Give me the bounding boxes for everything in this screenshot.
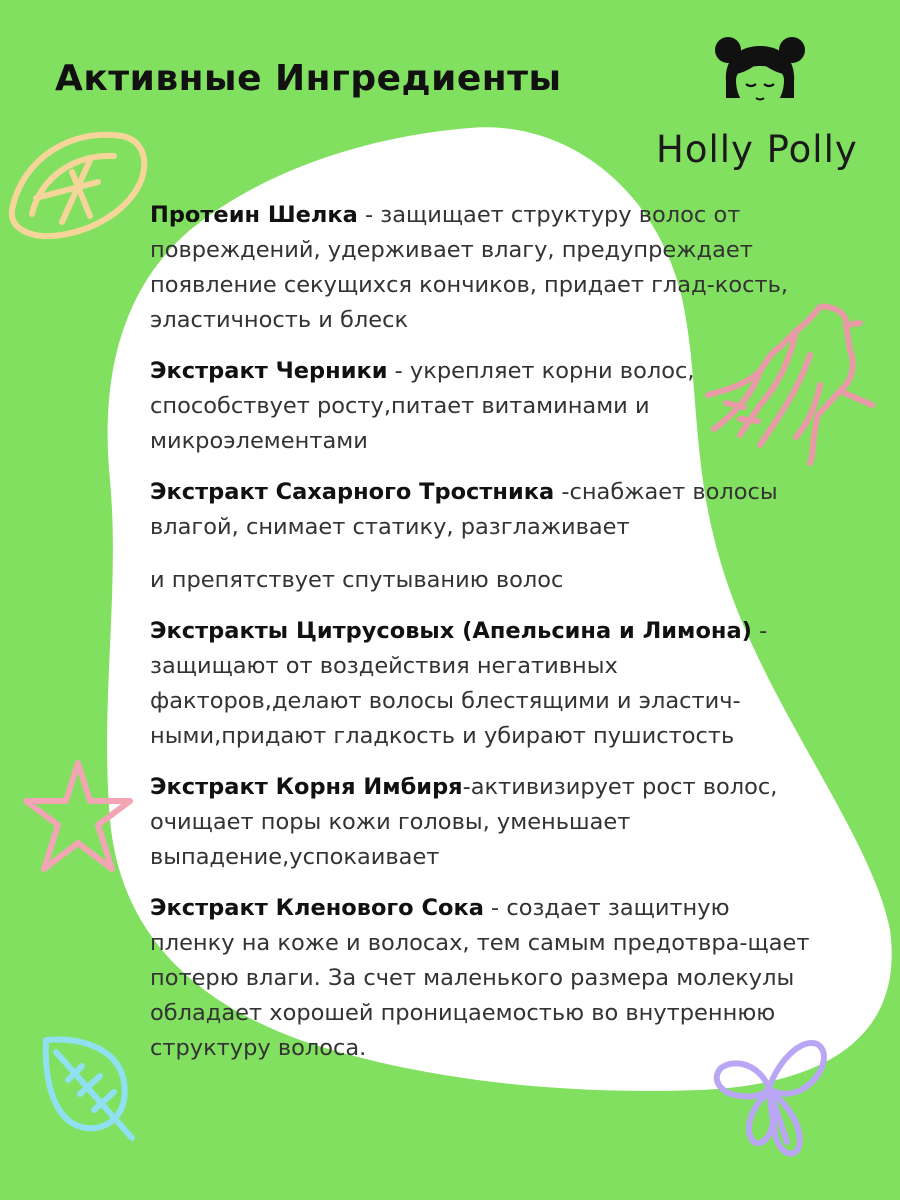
ingredient-description: - создает защитную пленку на коже и волосах, тем самым предотвра-щает потерю влаги. За счет маленького размера молекулы обладает хорошей проницаемостью во внутреннюю структуру волоса. bbox=[150, 895, 810, 1061]
ingredient-item bbox=[150, 198, 810, 338]
ingredient-name: Экстракт Кленового Сока bbox=[150, 895, 484, 921]
ingredients-list bbox=[150, 198, 810, 1082]
lemon-slice-icon bbox=[2, 118, 152, 248]
star-icon bbox=[18, 755, 138, 880]
ingredient-description: -активизирует рост волос, очищает поры кожи головы, уменьшает выпадение,успокаивает bbox=[150, 774, 778, 870]
ingredient-name: Экстракт Черники bbox=[150, 358, 388, 384]
ingredient-name: Экстракты Цитрусовых (Апельсина и Лимона) bbox=[150, 618, 752, 644]
ingredient-description: - укрепляет корни волос, способствует росту,питает витаминами и микроэлементами bbox=[150, 358, 695, 454]
brand-logo bbox=[650, 36, 875, 186]
ingredient-item bbox=[150, 614, 810, 754]
ingredient-name: Экстракт Корня Имбиря bbox=[150, 774, 463, 800]
leaf-icon bbox=[38, 1030, 143, 1145]
ingredient-item bbox=[150, 770, 810, 875]
ingredient-description: - защищает структуру волос от повреждений, удерживает влагу, предупреждает появление секущихся кончиков, придает глад-кость, эластичность и блеск bbox=[150, 202, 789, 333]
brand-name: Holly Polly bbox=[656, 128, 858, 171]
ingredient-description: -снабжает волосы влагой, снимает статику, разглаживает bbox=[150, 479, 778, 540]
ingredient-name: Экстракт Сахарного Тростника bbox=[150, 479, 555, 505]
ingredient-description-continued: и препятствует спутыванию волос bbox=[150, 567, 564, 593]
ingredient-item bbox=[150, 354, 810, 459]
girl-face-with-buns-icon bbox=[712, 36, 808, 116]
page-title: Активные Ингредиенты bbox=[55, 58, 562, 99]
ingredient-item bbox=[150, 475, 810, 598]
ingredient-name: Протеин Шелка bbox=[150, 202, 358, 228]
ingredient-item bbox=[150, 891, 810, 1066]
ingredient-description: - защищают от воздействия негативных факторов,делают волосы блестящими и эластич-ными,придают гладкость и убирают пушистость bbox=[150, 618, 768, 749]
